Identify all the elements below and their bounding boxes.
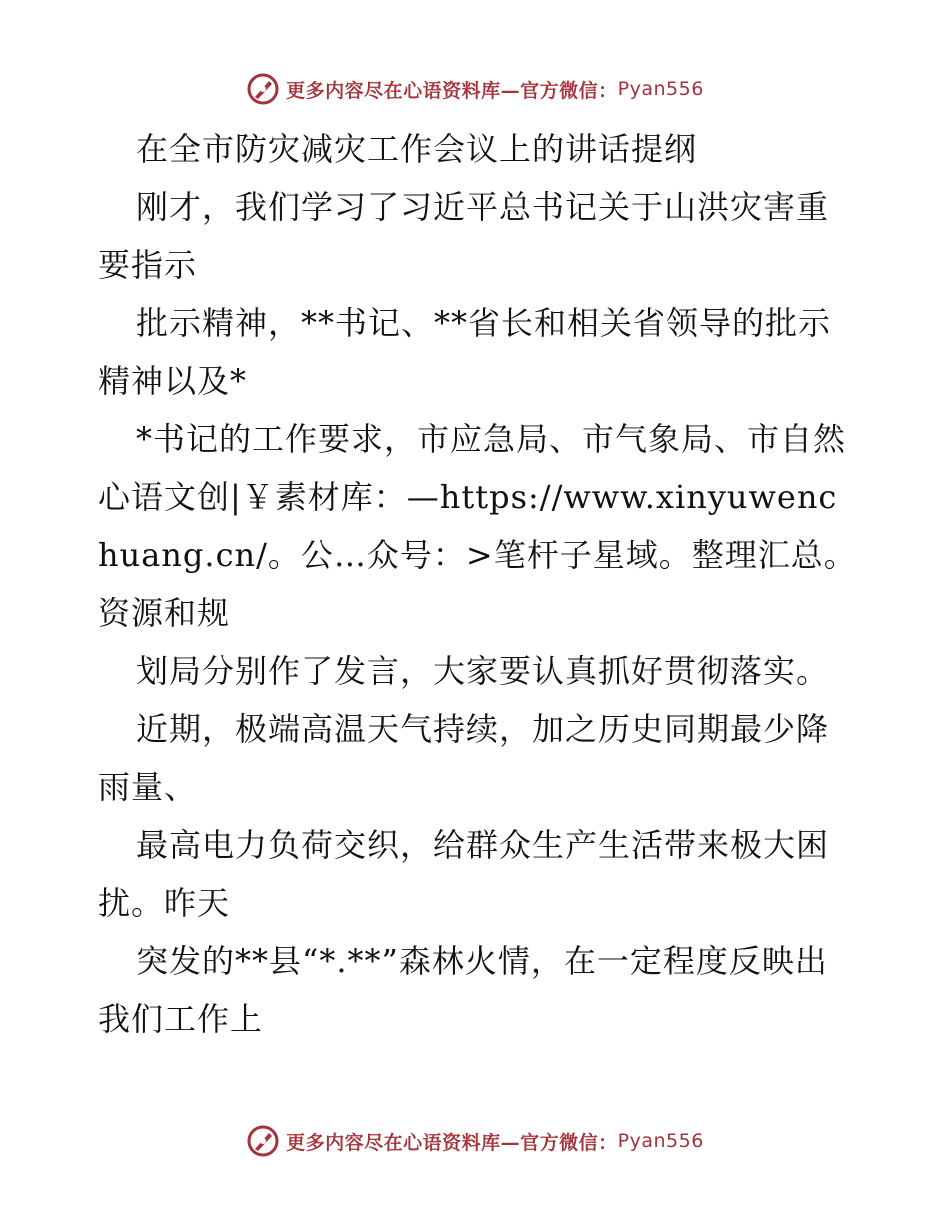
- header-watermark: [0, 72, 950, 106]
- watermark-wechat: Pyan556: [617, 78, 704, 100]
- watermark-wechat: Pyan556: [617, 1130, 704, 1152]
- watermark-text: 更多内容尽在心语资料库—官方微信：: [286, 79, 618, 102]
- watermark-text: 更多内容尽在心语资料库—官方微信：: [286, 1131, 618, 1154]
- document-paragraph: 在全市防灾减灾工作会议上的讲话提纲: [136, 130, 698, 168]
- document-paragraph: 划局分别作了发言，大家要认真抓好贯彻落实。: [136, 652, 830, 690]
- document-paragraph: 刚才，我们学习了习近平总书记关于山洪灾害重要指示: [98, 188, 830, 284]
- document-paragraph: 近期，极端高温天气持续，加之历史同期最少降雨量、: [98, 710, 830, 806]
- document-paragraph: 最高电力负荷交织，给群众生产生活带来极大困扰。昨天: [98, 826, 830, 922]
- pen-logo-icon: [246, 72, 280, 106]
- document-paragraph: 批示精神，**书记、**省长和相关省领导的批示精神以及*: [98, 304, 832, 400]
- document-paragraph: *书记的工作要求，市应急局、市气象局、市自然心语文创|￥素材库：—https://www.xinyuwenchuang.cn/。公…众号：>笔杆子星域。整理汇总。资源和规: [98, 420, 857, 632]
- footer-watermark: [0, 1124, 950, 1158]
- document-body: [98, 120, 858, 1048]
- document-paragraph: 突发的**县“*.**”森林火情，在一定程度反映出我们工作上: [98, 942, 828, 1038]
- pen-logo-icon: [246, 1124, 280, 1158]
